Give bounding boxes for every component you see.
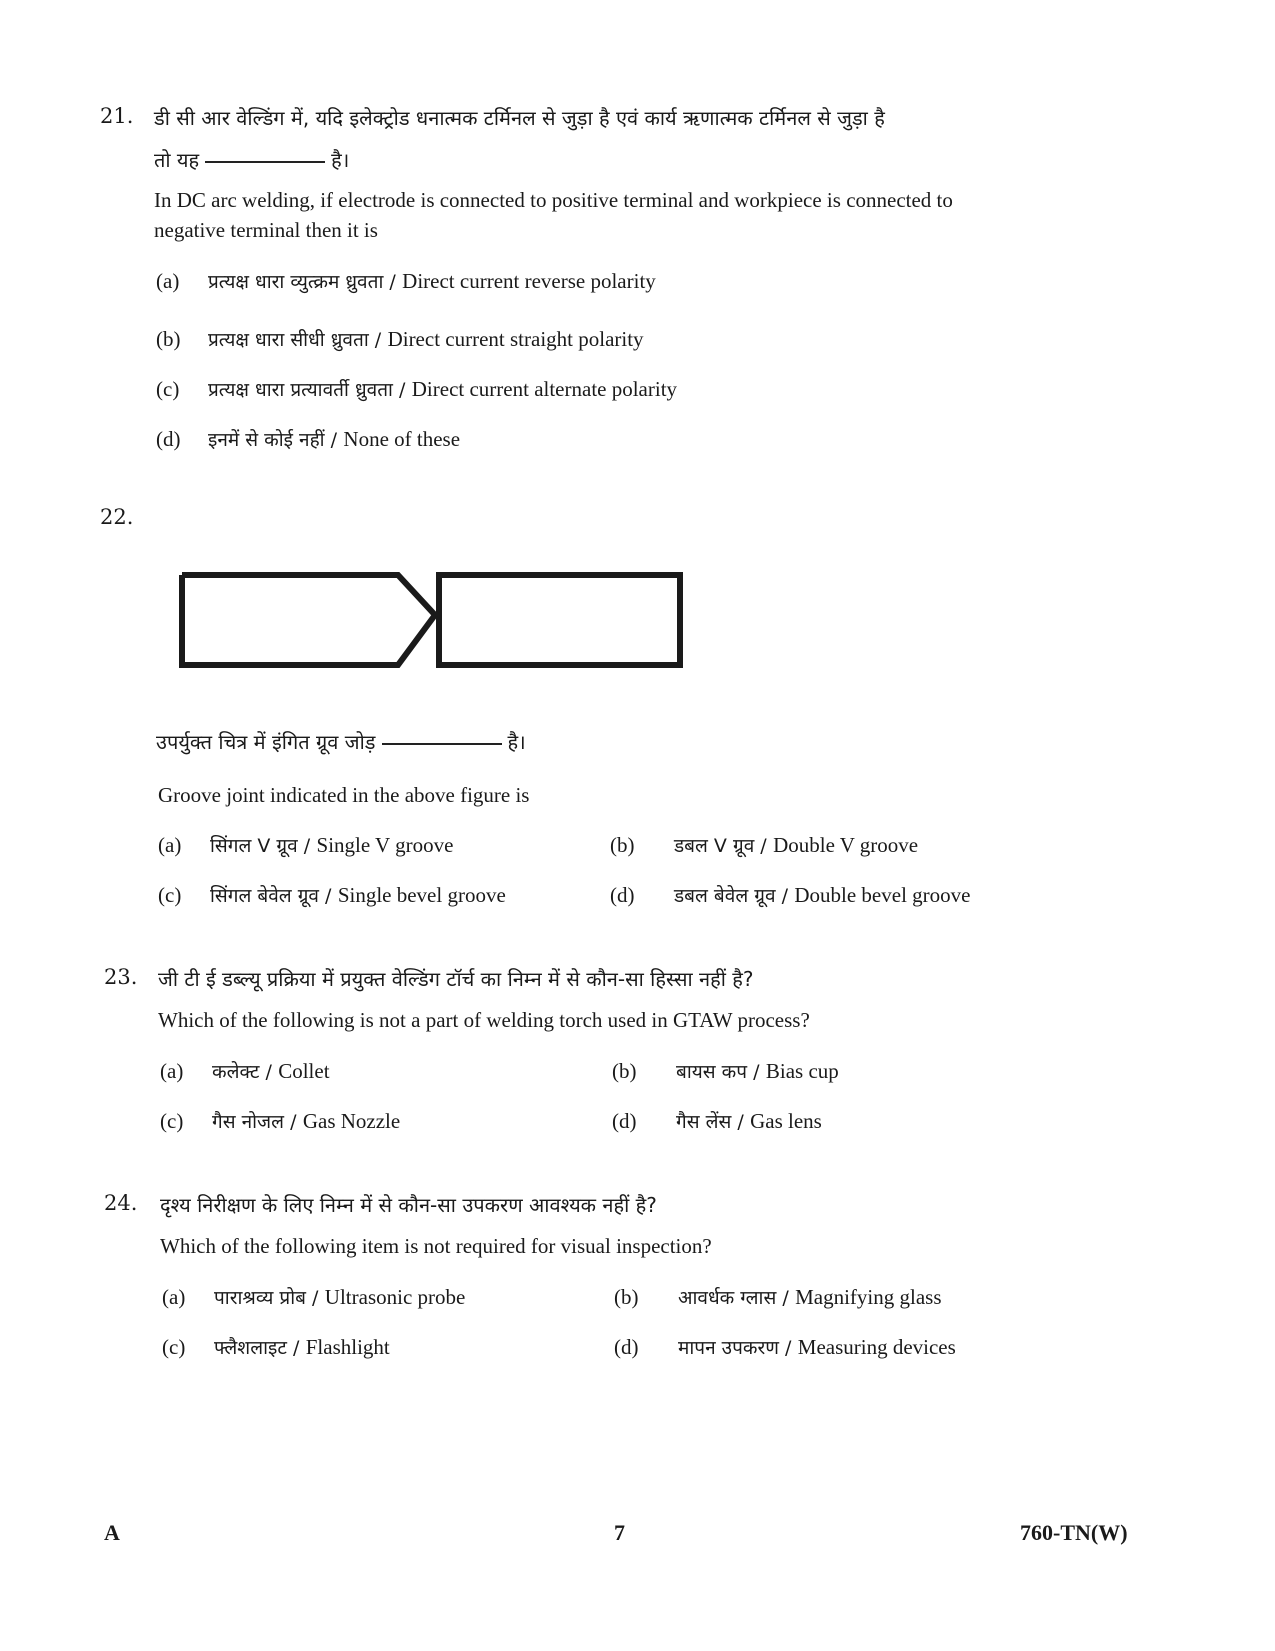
page-number: 7: [614, 1520, 625, 1545]
option-c[interactable]: [160, 1108, 400, 1134]
option-hindi: प्रत्यक्ष धारा व्युत्क्रम ध्रुवता /: [208, 271, 396, 293]
hindi-text: तो यह: [154, 148, 200, 172]
answer-blank: [382, 743, 502, 745]
option-c[interactable]: [156, 376, 677, 402]
option-hindi: गैस लेंस /: [676, 1111, 744, 1133]
option-c[interactable]: [158, 882, 506, 908]
option-b[interactable]: [610, 832, 918, 858]
option-label: (c): [160, 1109, 184, 1133]
option-label: (a): [158, 833, 182, 857]
option-hindi: आवर्धक ग्लास /: [678, 1287, 789, 1309]
option-d[interactable]: [614, 1334, 956, 1360]
hindi-text: है।: [331, 148, 350, 172]
question-hindi: [156, 728, 526, 755]
option-c[interactable]: [162, 1334, 390, 1360]
option-d[interactable]: [612, 1108, 822, 1134]
option-english: Double bevel groove: [794, 883, 971, 907]
option-hindi: कलेक्ट /: [212, 1061, 272, 1083]
option-b[interactable]: [612, 1058, 839, 1084]
question-number: 22.: [100, 505, 134, 529]
option-hindi: पाराश्रव्य प्रोब /: [214, 1287, 319, 1309]
option-english: Magnifying glass: [795, 1285, 942, 1309]
option-hindi: इनमें से कोई नहीं /: [208, 429, 338, 451]
option-a[interactable]: [160, 1058, 330, 1084]
option-label: (c): [158, 883, 182, 907]
question-hindi-line1: डी सी आर वेल्डिंग में, यदि इलेक्ट्रोड धनात्मक टर्मिनल से जुड़ा है एवं कार्य ऋणात्मक टर्मिनल से जुड़ा है: [154, 106, 885, 130]
option-english: Flashlight: [305, 1335, 390, 1359]
option-label: (a): [160, 1059, 184, 1083]
option-hindi: डबल बेवेल ग्रूव /: [674, 885, 788, 907]
answer-blank: [205, 161, 325, 163]
option-english: Gas Nozzle: [302, 1109, 401, 1133]
option-label: (c): [162, 1335, 186, 1359]
option-english: Direct current alternate polarity: [411, 377, 678, 401]
option-label: (b): [156, 327, 181, 351]
paper-code: 760-TN(W): [1020, 1520, 1128, 1545]
option-a[interactable]: [156, 268, 656, 294]
question-hindi: दृश्य निरीक्षण के लिए निम्न में से कौन-सा उपकरण आवश्यक नहीं है?: [160, 1193, 657, 1217]
option-english: Collet: [278, 1059, 330, 1083]
option-english: Direct current reverse polarity: [402, 269, 656, 293]
question-number: 24.: [104, 1191, 138, 1215]
option-english: Single V groove: [316, 833, 454, 857]
option-hindi: प्रत्यक्ष धारा सीधी ध्रुवता /: [208, 329, 382, 351]
question-english: Which of the following item is not required for visual inspection?: [160, 1234, 712, 1258]
option-label: (a): [156, 269, 180, 293]
option-hindi: सिंगल बेवेल ग्रूव /: [210, 885, 332, 907]
option-b[interactable]: [614, 1284, 942, 1310]
option-english: Measuring devices: [797, 1335, 956, 1359]
option-label: (b): [612, 1059, 637, 1083]
option-label: (d): [610, 883, 635, 907]
option-english: Double V groove: [773, 833, 919, 857]
option-a[interactable]: [162, 1284, 465, 1310]
hindi-text: है।: [507, 730, 526, 754]
option-label: (b): [610, 833, 635, 857]
groove-joint-diagram: [170, 565, 690, 675]
option-label: (d): [612, 1109, 637, 1133]
question-number: 23.: [104, 965, 138, 989]
option-hindi: मापन उपकरण /: [678, 1337, 792, 1359]
series-code: A: [104, 1520, 120, 1545]
option-a[interactable]: [158, 832, 453, 858]
question-hindi-line2: [154, 146, 349, 173]
option-english: None of these: [343, 427, 461, 451]
option-label: (d): [156, 427, 181, 451]
question-number: 21.: [100, 104, 134, 128]
question-hindi: जी टी ई डब्ल्यू प्रक्रिया में प्रयुक्त वेल्डिंग टॉर्च का निम्न में से कौन-सा हिस्सा नहीं है?: [158, 967, 754, 991]
option-d[interactable]: [610, 882, 970, 908]
option-hindi: डबल V ग्रूव /: [674, 835, 767, 857]
option-english: Direct current straight polarity: [387, 327, 644, 351]
option-label: (b): [614, 1285, 639, 1309]
option-hindi: बायस कप /: [676, 1061, 760, 1083]
option-english: Single bevel groove: [337, 883, 506, 907]
option-b[interactable]: [156, 326, 644, 352]
question-english: Which of the following is not a part of welding torch used in GTAW process?: [158, 1008, 810, 1032]
option-hindi: प्रत्यक्ष धारा प्रत्यावर्ती ध्रुवता /: [208, 379, 406, 401]
option-hindi: फ्लैशलाइट /: [214, 1337, 300, 1359]
option-english: Ultrasonic probe: [324, 1285, 466, 1309]
option-english: Gas lens: [750, 1109, 822, 1133]
question-english-line1: In DC arc welding, if electrode is connected to positive terminal and workpiece is connected to: [154, 188, 953, 212]
question-english-line2: negative terminal then it is: [154, 218, 378, 242]
option-d[interactable]: [156, 426, 460, 452]
hindi-text: उपर्युक्त चित्र में इंगित ग्रूव जोड़: [156, 730, 376, 754]
option-english: Bias cup: [765, 1059, 839, 1083]
option-label: (a): [162, 1285, 186, 1309]
option-hindi: गैस नोजल /: [212, 1111, 297, 1133]
option-label: (c): [156, 377, 180, 401]
question-english: Groove joint indicated in the above figure is: [158, 783, 530, 807]
option-label: (d): [614, 1335, 639, 1359]
option-hindi: सिंगल V ग्रूव /: [210, 835, 311, 857]
